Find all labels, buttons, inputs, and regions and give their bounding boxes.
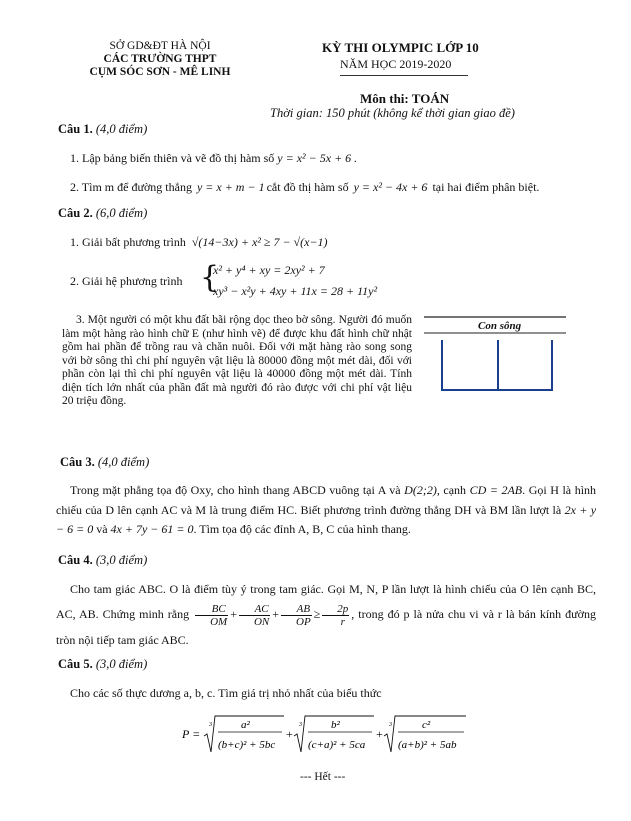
q3-text-a: Trong mặt phẳng tọa độ Oxy, cho hình thang ABCD vuông tại A và	[70, 483, 401, 497]
river-label: Con sông	[478, 320, 522, 332]
school-year: NĂM HỌC 2019-2020	[340, 57, 452, 71]
q2-item1-text: 1. Giải bất phương trình	[70, 235, 186, 249]
q4-body: Cho tam giác ABC. O là điểm tùy ý trong tam giác. Gọi M, N, P lần lượt là hình chiếu của O lên cạnh BC, AC, AB. Chứng minh rằng $\frac{BC}{OM}$ + $\frac{AC}{ON}$ + $\frac{AB}{OP}$ ≥ $\frac{2p}{r}$ , trong đó p là nửa chu vi và r là bán kính đường tròn nội tiếp tam giác ABC.	[56, 582, 596, 647]
exam-title: KỲ THI OLYMPIC LỚP 10	[322, 40, 479, 55]
q1-item1-text: 1. Lập bảng biến thiên và vẽ đồ thị hàm số	[70, 151, 275, 165]
svg-text:3: 3	[389, 722, 392, 728]
svg-text:b²: b²	[331, 719, 340, 731]
q3-text-d: và	[96, 522, 108, 536]
q3-eq-dh: 2x + y − 6 = 0	[56, 502, 597, 536]
q2-label: Câu 2.	[58, 206, 93, 220]
svg-text:3: 3	[299, 722, 302, 728]
header-divider	[340, 75, 468, 76]
q1-item2	[70, 180, 539, 195]
frac-ac-on: $\frac{AC}{ON}$	[239, 603, 270, 628]
q1-item1-formula: y = x² − 5x + 6 .	[277, 151, 358, 165]
frac-2p-r: $\frac{2p}{r}$	[322, 603, 349, 628]
q1-item2-text-c: tại hai điểm phân biệt.	[432, 180, 540, 194]
frac-bc-om: $\frac{BC}{OM}$	[195, 603, 228, 628]
q1-item2-line: y = x + m − 1	[196, 180, 265, 194]
dept-name: SỞ GD&ĐT HÀ NỘI	[109, 40, 211, 52]
q3-points: (4,0 điểm)	[97, 455, 150, 469]
q2-item2	[70, 274, 183, 289]
q2-item3: 3. Một người có một khu đất bãi rộng dọc theo bờ sông. Người đó muốn làm một hàng rào hình chữ E (như hình vẽ) để được khu đất hình chữ nhật gồm hai phần để trồng rau và chăn nuôi. Đối với mặt hàng rào song song với bờ sông thì chi phí nguyên vật liệu là 80000 đồng một mét dài, đối với phần còn lại thì chi phí nguyên vật liệu là 40000 đồng một mét dài. Tính diện tích lớn nhất của phần đất mà người đó rào được với chi phí vật liệu 20 triệu đồng.	[62, 314, 412, 407]
svg-text:3: 3	[209, 722, 212, 728]
q3-cd-relation: CD = 2AB	[469, 483, 523, 497]
subject-title: Môn thi: TOÁN	[360, 91, 450, 106]
svg-text:c²: c²	[422, 719, 431, 731]
q2-system-brace: {	[200, 260, 220, 295]
svg-text:+: +	[376, 727, 383, 741]
q5-points: (3,0 điểm)	[95, 657, 148, 671]
q5-heading	[58, 657, 147, 672]
q1-item2-text-a: 2. Tìm m để đường thẳng	[70, 180, 192, 194]
svg-text:(a+b)² + 5ab: (a+b)² + 5ab	[398, 739, 457, 751]
q4-text-a: Cho tam giác ABC. O là điểm tùy ý trong tam giác. Gọi M, N, P lần lượt là hình chiếu của O lên cạnh BC, AC, AB. Chứng minh rằng	[56, 582, 596, 621]
q2-item1	[70, 235, 328, 250]
q3-eq-bm: 4x + 7y − 61 = 0	[110, 522, 194, 536]
svg-text:(b+c)² + 5bc: (b+c)² + 5bc	[218, 739, 276, 751]
q2-eq1: x² + y⁴ + xy = 2xy² + 7	[213, 263, 325, 277]
fence-figure	[420, 312, 570, 394]
school-group: CÁC TRƯỜNG THPT	[103, 53, 217, 65]
q3-body	[56, 481, 596, 540]
q1-heading	[58, 122, 147, 137]
q4-label: Câu 4.	[58, 553, 93, 567]
frac-ab-op: $\frac{AB}{OP}$	[281, 603, 312, 628]
q3-text-b: , cạnh	[436, 483, 467, 497]
q3-text-e: . Tìm tọa độ các đỉnh A, B, C của hình thang.	[193, 522, 411, 536]
footer-end: --- Hết ---	[300, 771, 346, 783]
q3-label: Câu 3.	[60, 455, 95, 469]
p-expression	[178, 710, 478, 758]
time-limit: Thời gian: 150 phút (không kể thời gian giao đề)	[270, 106, 515, 120]
svg-text:a²: a²	[241, 719, 250, 731]
q2-eq2: xy³ − x²y + 4xy + 11x = 28 + 11y²	[213, 284, 378, 298]
svg-text:P =: P =	[182, 727, 201, 741]
q2-heading	[58, 206, 147, 221]
q1-item1	[70, 151, 357, 166]
q4-points: (3,0 điểm)	[95, 553, 148, 567]
q1-item2-text-b: cắt đồ thị hàm số	[266, 180, 349, 194]
q5-text: Cho các số thực dương a, b, c. Tìm giá trị nhỏ nhất của biểu thức	[70, 686, 382, 700]
q2-points: (6,0 điểm)	[95, 206, 148, 220]
q3-heading	[60, 455, 149, 470]
q5-label: Câu 5.	[58, 657, 93, 671]
q1-label: Câu 1.	[58, 122, 93, 136]
svg-text:+: +	[286, 727, 293, 741]
q2-item2-text: 2. Giải hệ phương trình	[70, 274, 183, 288]
q2-item1-formula: √(14−3x) + x² ≥ 7 − √(x−1)	[191, 235, 328, 249]
q1-item2-parabola: y = x² − 4x + 6	[353, 180, 428, 194]
header-left	[60, 40, 260, 79]
q3-point-d: D(2;2)	[404, 483, 437, 497]
q3-text-c: . Gọi H là hình chiếu của D lên cạnh AC và M là trung điểm HC. Biết phương trình đường thẳng DH và BM lần lượt là	[56, 483, 597, 517]
q1-points: (4,0 điểm)	[95, 122, 148, 136]
q4-text-b: , trong đó p là nửa chu vi và r là bán kính đường tròn nội tiếp tam giác ABC.	[56, 607, 596, 647]
q4-heading	[58, 553, 147, 568]
cluster-name: CỤM SÓC SƠN - MÊ LINH	[89, 66, 231, 78]
svg-text:(c+a)² + 5ca: (c+a)² + 5ca	[308, 739, 366, 751]
